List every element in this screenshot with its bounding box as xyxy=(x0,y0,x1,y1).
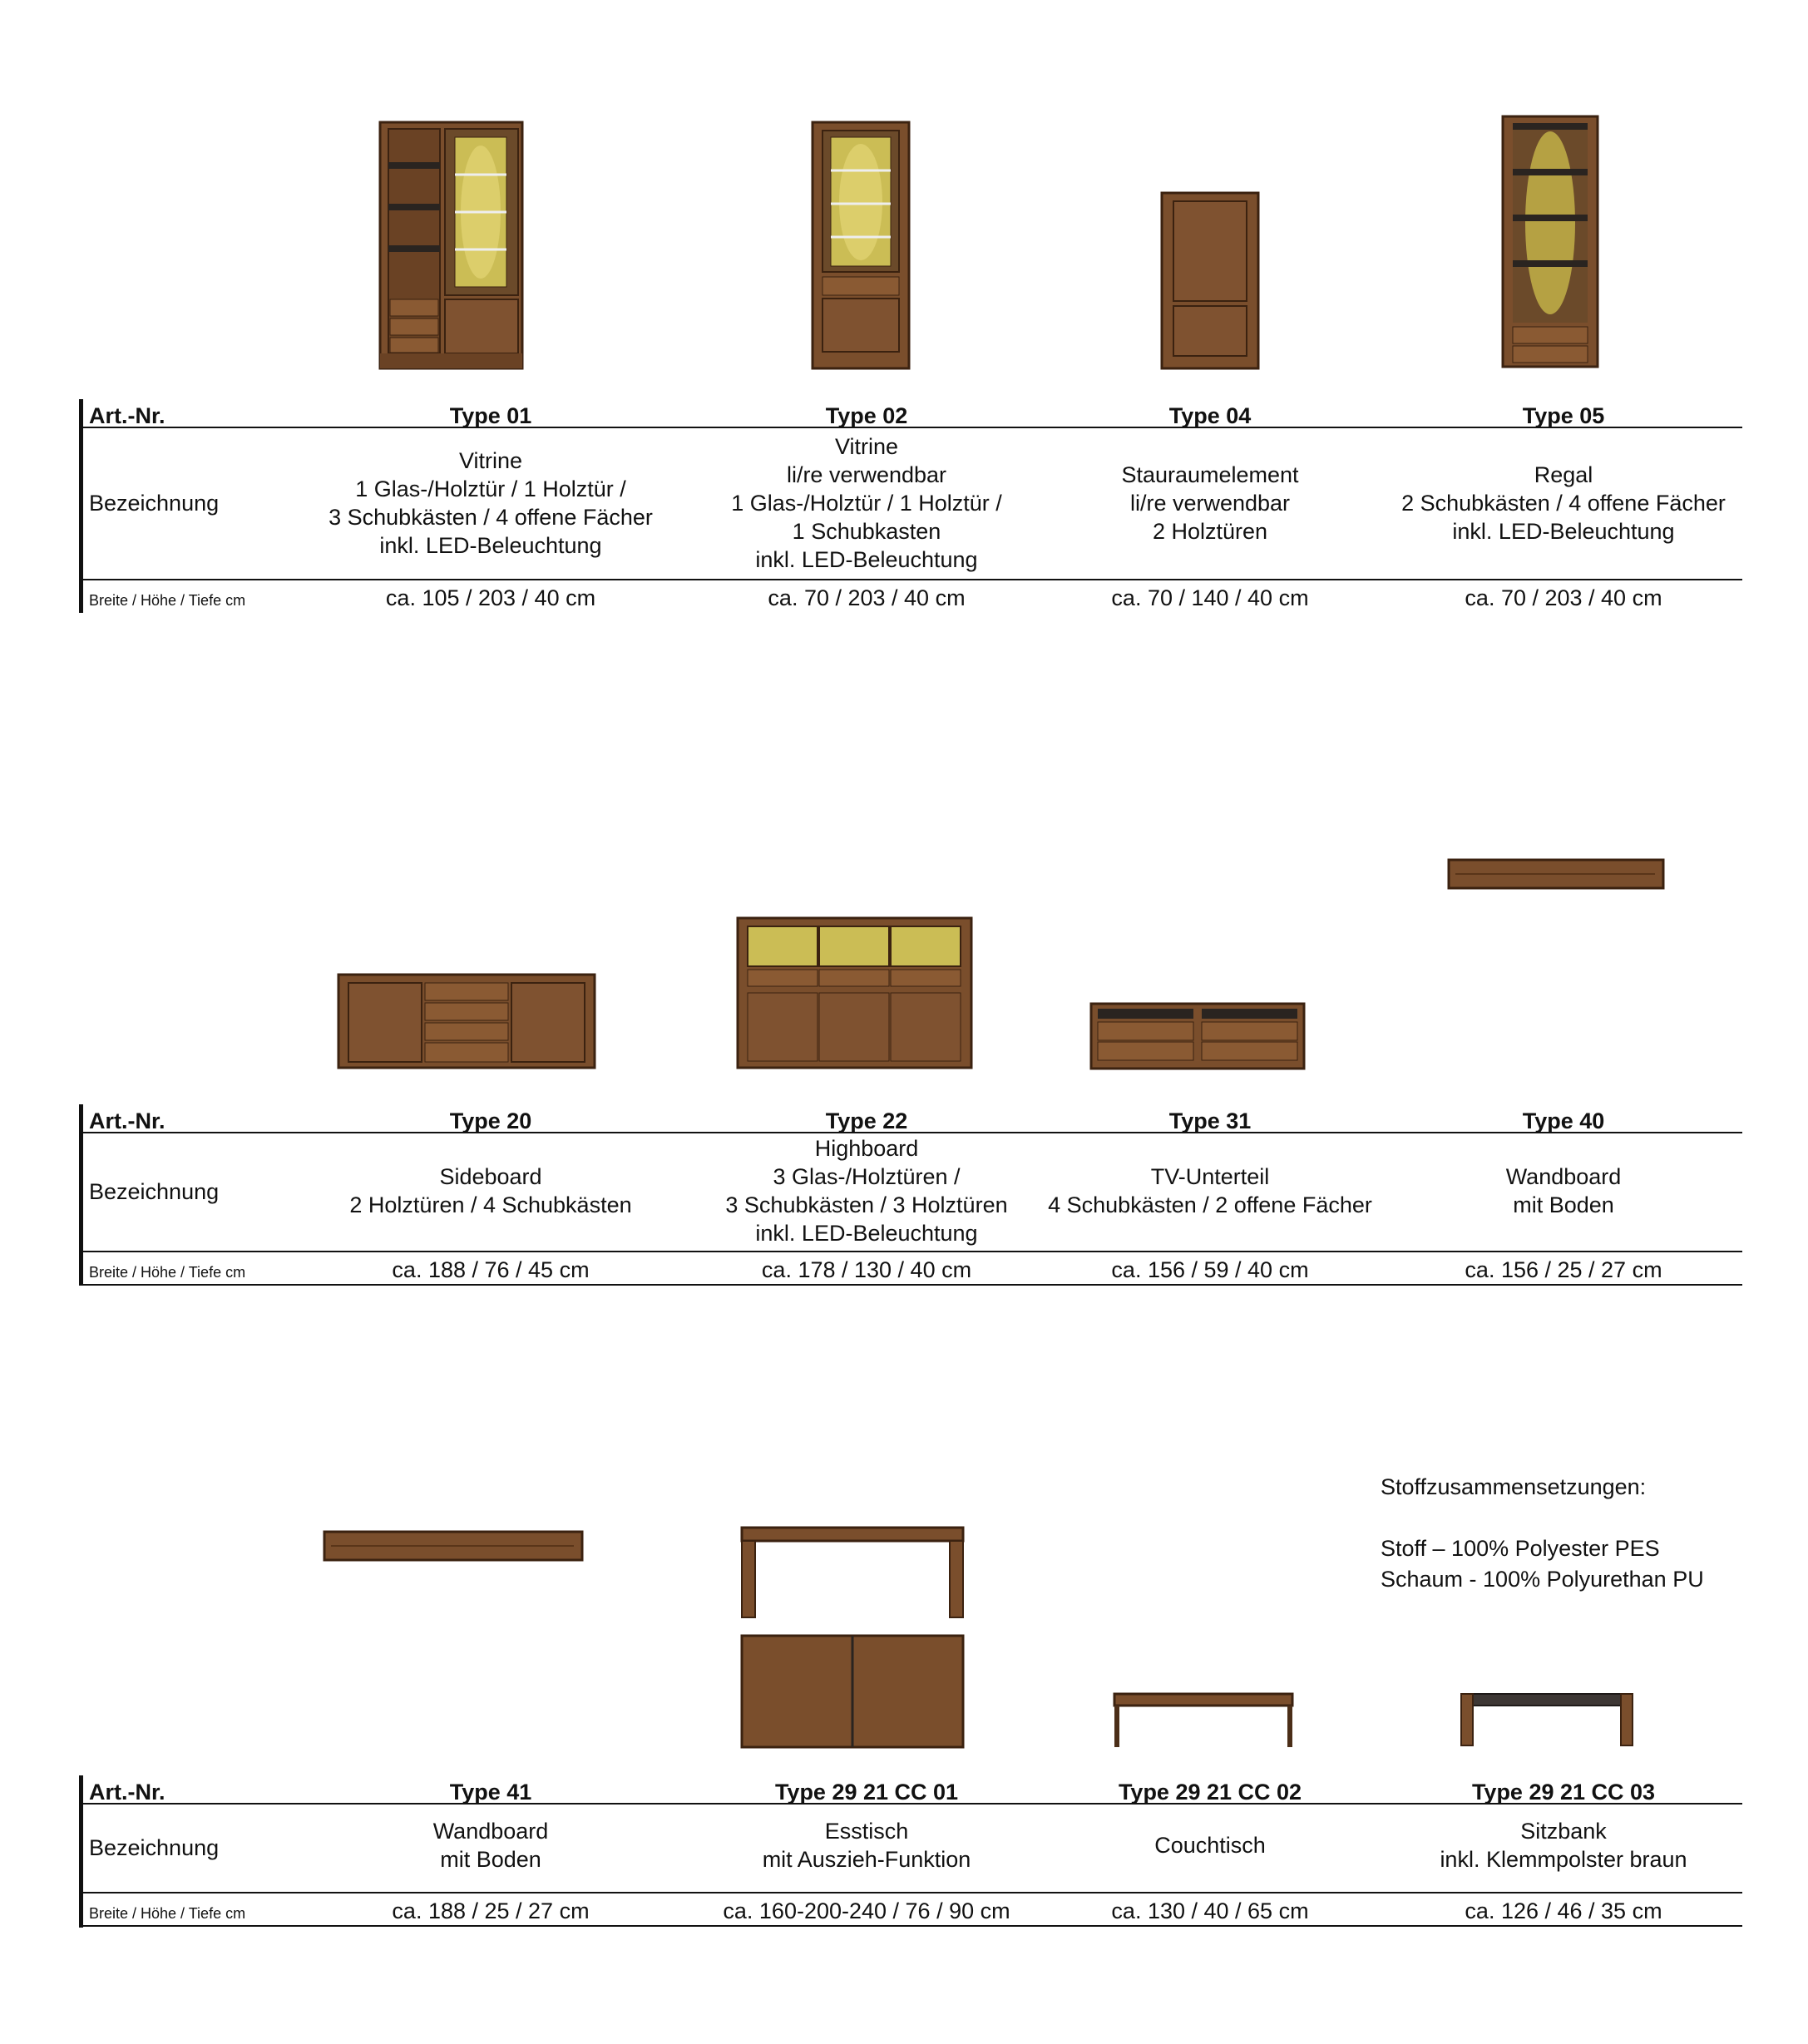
art-nr-label: Art.-Nr. xyxy=(89,1108,165,1133)
dimensions-value: ca. 156 / 25 / 27 cm xyxy=(1465,1257,1662,1282)
bench-icon xyxy=(1460,1692,1634,1749)
storage-cabinet-icon xyxy=(1160,191,1260,370)
dimensions-value: ca. 126 / 46 / 35 cm xyxy=(1465,1898,1662,1923)
type-label: Type 04 xyxy=(1168,403,1252,428)
art-nr-label: Art.-Nr. xyxy=(89,403,165,428)
description: Highboard 3 Glas-/Holztüren / 3 Schubkästen / 3 Holztüren inkl. LED-Beleuchtung xyxy=(725,1136,1008,1246)
type-label: Type 02 xyxy=(825,403,908,428)
fabric-note-line: Schaum - 100% Polyurethan PU xyxy=(1381,1567,1704,1592)
dining-table-icon xyxy=(740,1526,965,1750)
bezeichnung-label: Bezeichnung xyxy=(89,1179,220,1204)
description: Sideboard 2 Holztüren / 4 Schubkästen xyxy=(349,1164,632,1217)
highboard-icon xyxy=(736,916,973,1074)
dimensions-label: Breite / Höhe / Tiefe cm xyxy=(89,592,246,609)
dimensions-value: ca. 160-200-240 / 76 / 90 cm xyxy=(723,1898,1010,1923)
type-label: Type 05 xyxy=(1522,403,1605,428)
description: Wandboard mit Boden xyxy=(432,1819,549,1872)
fabric-note-line: Stoff – 100% Polyester PES xyxy=(1381,1536,1660,1561)
dimensions-value: ca. 188 / 25 / 27 cm xyxy=(392,1898,590,1923)
type-label: Type 29 21 CC 02 xyxy=(1118,1780,1302,1805)
description: Wandboard mit Boden xyxy=(1505,1164,1622,1217)
coffee-table-icon xyxy=(1113,1692,1294,1750)
type-label: Type 29 21 CC 01 xyxy=(774,1780,959,1805)
dimensions-value: ca. 105 / 203 / 40 cm xyxy=(385,585,596,610)
description: Vitrine li/re verwendbar 1 Glas-/Holztür / 1 Holztür / 1 Schubkasten inkl. LED-Beleuchtung xyxy=(731,434,1002,572)
type-label: Type 20 xyxy=(449,1108,532,1133)
dimensions-value: ca. 156 / 59 / 40 cm xyxy=(1111,1257,1309,1282)
wall-shelf-short-icon xyxy=(1447,858,1665,891)
art-nr-label: Art.-Nr. xyxy=(89,1780,165,1805)
type-label: Type 22 xyxy=(825,1108,908,1133)
tv-unit-icon xyxy=(1089,1002,1306,1073)
fabric-composition-note xyxy=(1381,1472,1704,1595)
dimensions-label: Breite / Höhe / Tiefe cm xyxy=(89,1905,246,1922)
dimensions-value: ca. 130 / 40 / 65 cm xyxy=(1111,1898,1309,1923)
dimensions-value: ca. 178 / 130 / 40 cm xyxy=(761,1257,972,1282)
type-label: Type 31 xyxy=(1168,1108,1252,1133)
bezeichnung-label: Bezeichnung xyxy=(89,491,220,516)
dimensions-value: ca. 70 / 203 / 40 cm xyxy=(768,585,966,610)
type-label: Type 01 xyxy=(449,403,532,428)
sideboard-icon xyxy=(337,973,596,1073)
product-table-3 xyxy=(79,1775,1742,1928)
vitrine-wide-icon xyxy=(378,121,524,370)
type-label: Type 41 xyxy=(449,1780,532,1805)
description: Vitrine 1 Glas-/Holztür / 1 Holztür / 3 Schubkästen / 4 offene Fächer inkl. LED-Beleuchtung xyxy=(329,448,653,558)
dimensions-value: ca. 70 / 203 / 40 cm xyxy=(1465,585,1662,610)
dimensions-value: ca. 188 / 76 / 45 cm xyxy=(392,1257,590,1282)
type-label: Type 40 xyxy=(1522,1108,1605,1133)
vitrine-narrow-icon xyxy=(811,121,911,370)
bezeichnung-label: Bezeichnung xyxy=(89,1835,220,1860)
dimensions-value: ca. 70 / 140 / 40 cm xyxy=(1111,585,1309,610)
shelf-unit-icon xyxy=(1501,115,1599,368)
product-table-1 xyxy=(79,399,1742,613)
wall-shelf-long-icon xyxy=(323,1530,584,1563)
dimensions-label: Breite / Höhe / Tiefe cm xyxy=(89,1264,246,1281)
description: TV-Unterteil 4 Schubkästen / 2 offene Fächer xyxy=(1048,1164,1372,1217)
description: Stauraumelement li/re verwendbar 2 Holztüren xyxy=(1121,462,1299,544)
fabric-note-title: Stoffzusammensetzungen: xyxy=(1381,1474,1647,1499)
description: Couchtisch xyxy=(1154,1833,1266,1858)
description: Regal 2 Schubkästen / 4 offene Fächer inkl. LED-Beleuchtung xyxy=(1401,462,1726,544)
description: Esstisch mit Auszieh-Funktion xyxy=(762,1819,971,1872)
description: Sitzbank inkl. Klemmpolster braun xyxy=(1440,1819,1687,1872)
product-table-2 xyxy=(79,1104,1742,1286)
type-label: Type 29 21 CC 03 xyxy=(1471,1780,1656,1805)
